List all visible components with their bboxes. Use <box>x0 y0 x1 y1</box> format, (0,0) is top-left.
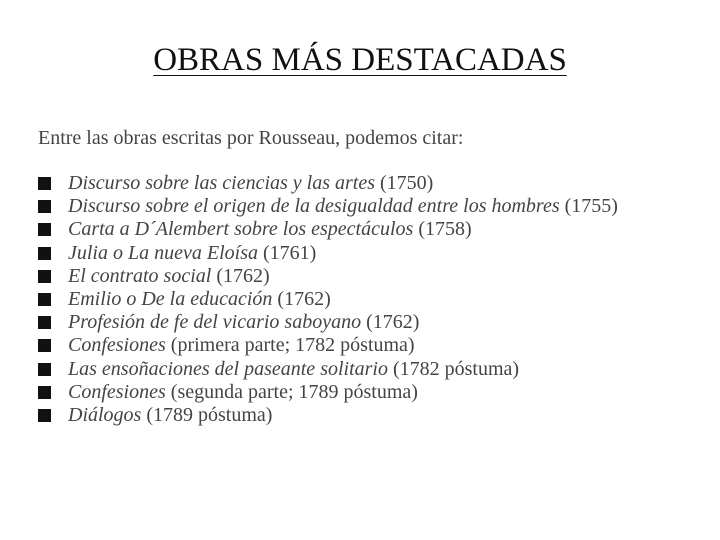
work-title: Discurso sobre las ciencias y las artes <box>68 172 376 194</box>
work-detail: (1789 póstuma) <box>141 404 273 427</box>
square-bullet-icon <box>38 363 51 376</box>
square-bullet-icon <box>38 293 51 306</box>
work-detail: (segunda parte; 1789 póstuma) <box>165 380 418 403</box>
work-detail: (1782 póstuma) <box>387 357 520 380</box>
square-bullet-icon <box>38 409 51 422</box>
work-title: Julia o La nueva Eloísa <box>68 241 258 264</box>
list-item <box>38 358 678 381</box>
square-bullet-icon <box>38 200 51 213</box>
work-title: Carta a D´Alembert sobre los espectáculos <box>68 218 414 241</box>
list-item <box>38 195 678 218</box>
list-item <box>38 218 678 241</box>
work-detail: (1761) <box>257 241 317 264</box>
work-detail: (primera parte; 1782 póstuma) <box>165 334 415 357</box>
work-detail: (1755) <box>559 195 618 218</box>
list-item <box>38 381 678 404</box>
slide-title: OBRAS MÁS DESTACADAS <box>153 42 567 78</box>
work-detail: (1750) <box>375 172 434 194</box>
works-list <box>38 172 678 427</box>
square-bullet-icon <box>38 270 51 283</box>
square-bullet-icon <box>38 177 51 190</box>
list-item <box>38 404 678 427</box>
list-item <box>38 311 678 334</box>
work-title: Emilio o De la educación <box>68 288 273 311</box>
work-title: Discurso sobre el origen de la desigualdad entre los hombres <box>68 195 560 218</box>
list-item <box>38 334 678 357</box>
work-title: Confesiones <box>68 334 166 357</box>
work-detail: (1762) <box>361 311 420 334</box>
work-detail: (1762) <box>272 288 331 311</box>
list-item <box>38 172 678 195</box>
intro-text: Entre las obras escritas por Rousseau, podemos citar: <box>38 127 464 149</box>
list-item <box>38 242 678 265</box>
square-bullet-icon <box>38 247 51 260</box>
work-title: Diálogos <box>68 404 142 427</box>
square-bullet-icon <box>38 386 51 399</box>
work-title: El contrato social <box>68 264 212 287</box>
list-item <box>38 265 678 288</box>
square-bullet-icon <box>38 223 51 236</box>
work-detail: (1758) <box>413 218 472 241</box>
work-title: Profesión de fe del vicario saboyano <box>68 311 362 334</box>
square-bullet-icon <box>38 339 51 352</box>
work-title: Confesiones <box>68 380 166 403</box>
square-bullet-icon <box>38 316 51 329</box>
work-title: Las ensoñaciones del paseante solitario <box>68 357 388 380</box>
work-detail: (1762) <box>211 264 270 287</box>
list-item <box>38 288 678 311</box>
